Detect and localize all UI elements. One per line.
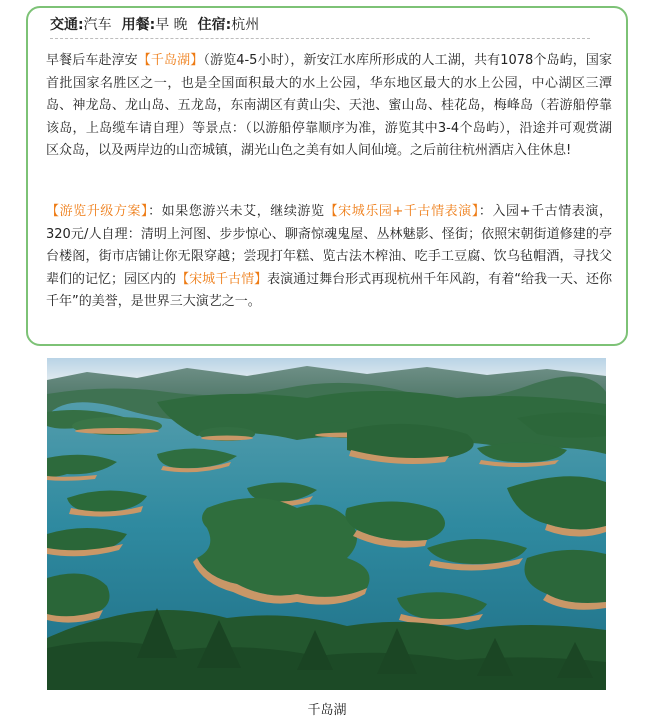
highlight-upgrade-plan: 【游览升级方案】	[46, 204, 149, 219]
lake-photo	[47, 358, 606, 690]
stay-value: 杭州	[231, 17, 260, 33]
upgrade-text-1: ：如果您游兴未艾，继续游览	[148, 204, 325, 219]
highlight-songcheng-park: 【宋城乐园+千古情表演】	[324, 204, 479, 219]
itinerary-card	[26, 6, 628, 346]
photo-caption: 千岛湖	[307, 703, 347, 718]
transport-value: 汽车	[83, 17, 112, 33]
highlight-songcheng-show: 【宋城千古情】	[176, 271, 268, 287]
upgrade-text-3: 表演通过舞台形式再现杭州千年风韵，有着“给我一天、还你千年”的美誉，是世界三大演艺之一。	[46, 271, 612, 309]
stay-label: 住宿:	[197, 17, 232, 33]
upgrade-text-2: ：入园+千古情表演，320元/人自理：清明上河图、步步惊心、聊斋惊魂鬼屋、丛林魅影、怪街；依照宋朝街道修建的亭台楼阁，街市店铺让你无限穿越；尝现打年糕、览古法木榨油、吃手工豆腐、饮乌毡帽酒，寻找父辈们的记忆；园区内的	[46, 204, 612, 287]
highlight-qiandao-lake: 【千岛湖】	[137, 53, 204, 68]
day-description	[46, 50, 612, 163]
desc-text-2: （游览4-5小时），新安江水库所形成的人工湖，共有1078个岛屿，国家首批国家名胜区之一，也是全国面积最大的水上公园，华东地区最大的水上公园，中心湖区三潭岛、神龙岛、龙山岛、五龙岛，东南湖区有黄山尖、天池、蜜山岛、桂花岛，梅峰岛（若游船停靠该岛，上岛缆车请自理）等景点：（以游船停靠顺序为准，游览其中3-4个岛屿），沿途并可观赏湖区众岛，以及两岸边的山峦城镇，湖光山色之美有如人间仙境。之后前往杭州酒店入住休息!	[46, 53, 612, 158]
meal-label: 用餐:	[121, 17, 156, 33]
upgrade-description	[46, 201, 612, 314]
meal-value: 早 晚	[155, 17, 188, 33]
trip-meta-row	[50, 14, 590, 39]
desc-text-1: 早餐后车赴淳安	[46, 53, 138, 68]
transport-label: 交通:	[50, 17, 84, 33]
